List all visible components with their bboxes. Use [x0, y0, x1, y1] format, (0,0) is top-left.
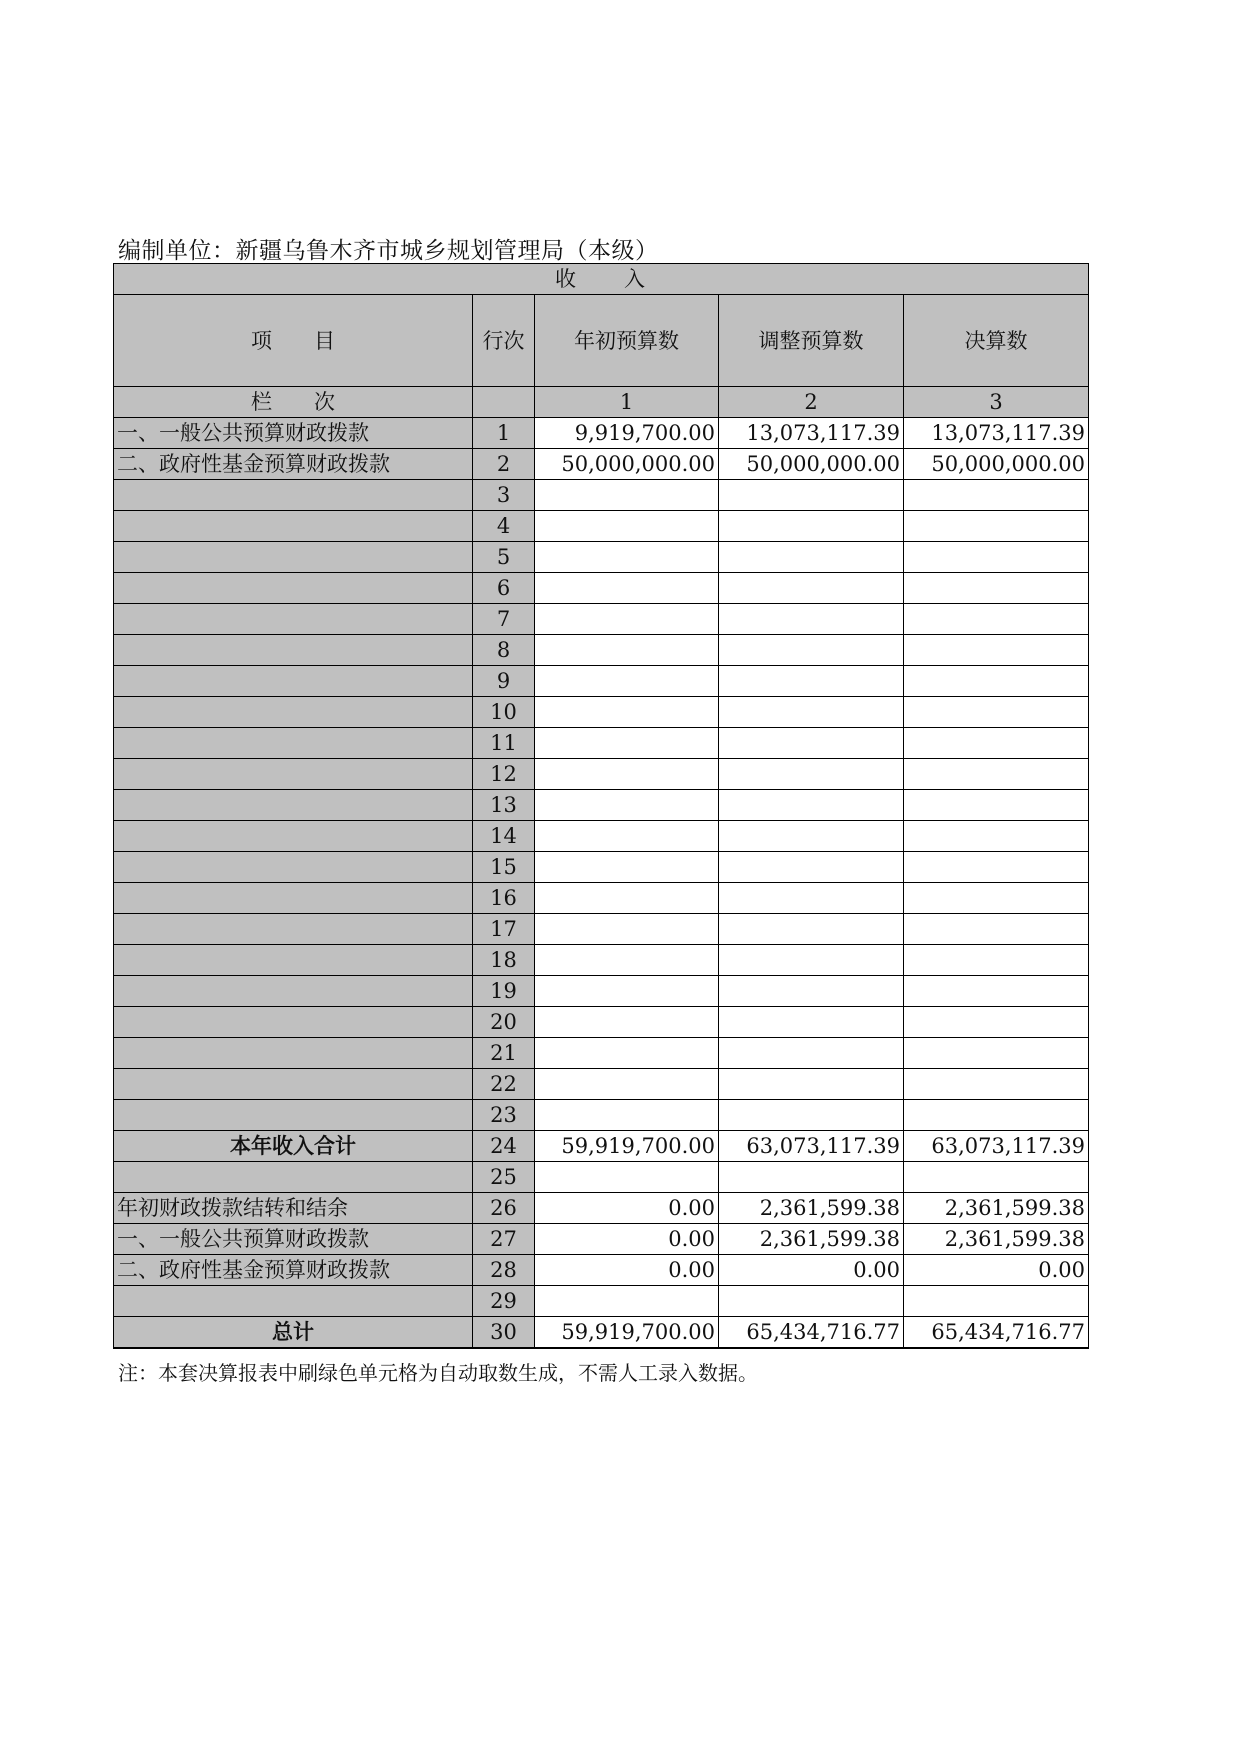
row-adjusted-budget — [719, 573, 904, 604]
column-index-1: 1 — [535, 387, 719, 418]
row-number: 27 — [473, 1224, 535, 1255]
row-initial-budget — [535, 511, 719, 542]
column-index-3: 3 — [904, 387, 1089, 418]
table-row — [114, 542, 1089, 573]
row-item — [114, 759, 473, 790]
row-initial-budget — [535, 666, 719, 697]
row-number: 21 — [473, 1038, 535, 1069]
row-final-accounts — [904, 852, 1089, 883]
row-adjusted-budget — [719, 790, 904, 821]
row-number: 7 — [473, 604, 535, 635]
row-item — [114, 511, 473, 542]
row-final-accounts — [904, 976, 1089, 1007]
row-adjusted-budget: 2,361,599.38 — [719, 1193, 904, 1224]
row-initial-budget: 0.00 — [535, 1255, 719, 1286]
row-item — [114, 1162, 473, 1193]
row-number: 14 — [473, 821, 535, 852]
row-initial-budget — [535, 914, 719, 945]
row-initial-budget: 0.00 — [535, 1193, 719, 1224]
table-row — [114, 573, 1089, 604]
row-adjusted-budget — [719, 1007, 904, 1038]
row-item — [114, 1038, 473, 1069]
row-adjusted-budget: 13,073,117.39 — [719, 418, 904, 449]
row-number: 5 — [473, 542, 535, 573]
row-number: 29 — [473, 1286, 535, 1317]
table-row — [114, 1224, 1089, 1255]
row-item: 一、一般公共预算财政拨款 — [114, 418, 473, 449]
table-row — [114, 976, 1089, 1007]
row-initial-budget — [535, 1007, 719, 1038]
table-row — [114, 666, 1089, 697]
row-initial-budget — [535, 790, 719, 821]
row-final-accounts — [904, 759, 1089, 790]
row-final-accounts — [904, 697, 1089, 728]
table-row — [114, 1193, 1089, 1224]
table-row — [114, 697, 1089, 728]
row-adjusted-budget: 0.00 — [719, 1255, 904, 1286]
row-item — [114, 697, 473, 728]
row-final-accounts — [904, 821, 1089, 852]
table-row — [114, 728, 1089, 759]
column-index-2: 2 — [719, 387, 904, 418]
row-number: 17 — [473, 914, 535, 945]
row-number: 1 — [473, 418, 535, 449]
row-final-accounts — [904, 480, 1089, 511]
row-item: 一、一般公共预算财政拨款 — [114, 1224, 473, 1255]
row-initial-budget — [535, 480, 719, 511]
row-final-accounts — [904, 1069, 1089, 1100]
row-number: 3 — [473, 480, 535, 511]
row-initial-budget: 0.00 — [535, 1224, 719, 1255]
row-final-accounts: 65,434,716.77 — [904, 1317, 1089, 1349]
row-initial-budget — [535, 635, 719, 666]
row-number: 11 — [473, 728, 535, 759]
header-row — [114, 295, 1089, 387]
row-adjusted-budget — [719, 1100, 904, 1131]
revenue-table — [113, 263, 1089, 1349]
row-item — [114, 728, 473, 759]
row-initial-budget — [535, 945, 719, 976]
row-adjusted-budget — [719, 976, 904, 1007]
row-final-accounts — [904, 790, 1089, 821]
row-final-accounts: 13,073,117.39 — [904, 418, 1089, 449]
table-row — [114, 759, 1089, 790]
table-row — [114, 821, 1089, 852]
row-number: 23 — [473, 1100, 535, 1131]
row-item: 年初财政拨款结转和结余 — [114, 1193, 473, 1224]
table-row — [114, 480, 1089, 511]
row-final-accounts: 50,000,000.00 — [904, 449, 1089, 480]
row-initial-budget — [535, 604, 719, 635]
row-adjusted-budget — [719, 697, 904, 728]
row-initial-budget: 59,919,700.00 — [535, 1131, 719, 1162]
row-item — [114, 1007, 473, 1038]
table-row — [114, 1286, 1089, 1317]
table-row — [114, 1317, 1089, 1349]
row-final-accounts — [904, 1100, 1089, 1131]
row-number: 8 — [473, 635, 535, 666]
row-adjusted-budget — [719, 1162, 904, 1193]
row-item — [114, 480, 473, 511]
row-adjusted-budget — [719, 666, 904, 697]
row-number: 22 — [473, 1069, 535, 1100]
row-final-accounts — [904, 883, 1089, 914]
table-row — [114, 883, 1089, 914]
table-row — [114, 418, 1089, 449]
row-final-accounts — [904, 666, 1089, 697]
section-title-row — [114, 264, 1089, 295]
row-item — [114, 542, 473, 573]
row-adjusted-budget — [719, 542, 904, 573]
row-initial-budget — [535, 573, 719, 604]
table-body — [114, 264, 1089, 1349]
row-number: 10 — [473, 697, 535, 728]
row-initial-budget — [535, 883, 719, 914]
row-number: 30 — [473, 1317, 535, 1349]
table-row — [114, 1007, 1089, 1038]
row-initial-budget — [535, 697, 719, 728]
table-row — [114, 1255, 1089, 1286]
row-number: 6 — [473, 573, 535, 604]
row-final-accounts — [904, 542, 1089, 573]
row-number: 13 — [473, 790, 535, 821]
row-initial-budget — [535, 1162, 719, 1193]
row-initial-budget — [535, 728, 719, 759]
table-row — [114, 790, 1089, 821]
row-adjusted-budget — [719, 821, 904, 852]
row-item — [114, 1286, 473, 1317]
row-initial-budget — [535, 1069, 719, 1100]
row-initial-budget — [535, 542, 719, 573]
header-item: 项 目 — [114, 295, 473, 387]
row-item — [114, 604, 473, 635]
row-item — [114, 1100, 473, 1131]
row-item: 二、政府性基金预算财政拨款 — [114, 449, 473, 480]
table-row — [114, 852, 1089, 883]
row-adjusted-budget — [719, 945, 904, 976]
header-row-no: 行次 — [473, 295, 535, 387]
table-row — [114, 1069, 1089, 1100]
row-initial-budget: 59,919,700.00 — [535, 1317, 719, 1349]
row-item — [114, 976, 473, 1007]
table-row — [114, 1038, 1089, 1069]
table-row — [114, 449, 1089, 480]
row-adjusted-budget — [719, 852, 904, 883]
row-final-accounts — [904, 914, 1089, 945]
row-item — [114, 573, 473, 604]
row-adjusted-budget — [719, 728, 904, 759]
row-final-accounts — [904, 635, 1089, 666]
footnote: 注：本套决算报表中刷绿色单元格为自动取数生成，不需人工录入数据。 — [118, 1361, 758, 1385]
row-adjusted-budget — [719, 480, 904, 511]
row-number: 4 — [473, 511, 535, 542]
row-initial-budget — [535, 976, 719, 1007]
reporting-unit-label: 编制单位：新疆乌鲁木齐市城乡规划管理局（本级） — [118, 238, 659, 264]
table-row — [114, 635, 1089, 666]
section-title: 收 入 — [114, 264, 1089, 295]
table-row — [114, 1131, 1089, 1162]
row-final-accounts — [904, 728, 1089, 759]
row-final-accounts: 2,361,599.38 — [904, 1193, 1089, 1224]
row-initial-budget — [535, 759, 719, 790]
row-final-accounts: 0.00 — [904, 1255, 1089, 1286]
row-final-accounts — [904, 573, 1089, 604]
row-initial-budget: 50,000,000.00 — [535, 449, 719, 480]
row-final-accounts: 2,361,599.38 — [904, 1224, 1089, 1255]
column-index-row — [114, 387, 1089, 418]
table-row — [114, 945, 1089, 976]
row-item — [114, 914, 473, 945]
row-adjusted-budget — [719, 635, 904, 666]
row-final-accounts — [904, 945, 1089, 976]
header-final-accounts: 决算数 — [904, 295, 1089, 387]
row-item — [114, 945, 473, 976]
row-item — [114, 883, 473, 914]
row-initial-budget — [535, 852, 719, 883]
table-row — [114, 604, 1089, 635]
row-final-accounts — [904, 1286, 1089, 1317]
row-number: 28 — [473, 1255, 535, 1286]
row-item: 本年收入合计 — [114, 1131, 473, 1162]
header-adjusted-budget: 调整预算数 — [719, 295, 904, 387]
row-adjusted-budget — [719, 604, 904, 635]
row-item — [114, 790, 473, 821]
row-number: 18 — [473, 945, 535, 976]
row-adjusted-budget — [719, 1286, 904, 1317]
row-adjusted-budget — [719, 1069, 904, 1100]
row-item — [114, 821, 473, 852]
row-number: 25 — [473, 1162, 535, 1193]
row-adjusted-budget — [719, 1038, 904, 1069]
row-number: 15 — [473, 852, 535, 883]
row-final-accounts — [904, 604, 1089, 635]
row-final-accounts — [904, 1038, 1089, 1069]
row-adjusted-budget: 50,000,000.00 — [719, 449, 904, 480]
row-adjusted-budget: 65,434,716.77 — [719, 1317, 904, 1349]
column-index-row-no — [473, 387, 535, 418]
row-initial-budget — [535, 1100, 719, 1131]
row-adjusted-budget: 63,073,117.39 — [719, 1131, 904, 1162]
row-final-accounts — [904, 1162, 1089, 1193]
row-adjusted-budget — [719, 511, 904, 542]
row-item — [114, 1069, 473, 1100]
table-row — [114, 1100, 1089, 1131]
row-number: 2 — [473, 449, 535, 480]
table-row — [114, 1162, 1089, 1193]
row-number: 12 — [473, 759, 535, 790]
row-adjusted-budget — [719, 759, 904, 790]
header-initial-budget: 年初预算数 — [535, 295, 719, 387]
row-initial-budget — [535, 1286, 719, 1317]
row-final-accounts — [904, 1007, 1089, 1038]
row-number: 26 — [473, 1193, 535, 1224]
column-index-label: 栏 次 — [114, 387, 473, 418]
row-number: 16 — [473, 883, 535, 914]
row-adjusted-budget — [719, 883, 904, 914]
table-row — [114, 914, 1089, 945]
row-adjusted-budget — [719, 914, 904, 945]
row-item — [114, 635, 473, 666]
table-row — [114, 511, 1089, 542]
row-item — [114, 852, 473, 883]
row-final-accounts: 63,073,117.39 — [904, 1131, 1089, 1162]
row-item — [114, 666, 473, 697]
row-number: 19 — [473, 976, 535, 1007]
row-item: 总计 — [114, 1317, 473, 1349]
row-number: 20 — [473, 1007, 535, 1038]
row-item: 二、政府性基金预算财政拨款 — [114, 1255, 473, 1286]
row-number: 24 — [473, 1131, 535, 1162]
row-initial-budget — [535, 1038, 719, 1069]
row-initial-budget — [535, 821, 719, 852]
row-number: 9 — [473, 666, 535, 697]
row-final-accounts — [904, 511, 1089, 542]
row-adjusted-budget: 2,361,599.38 — [719, 1224, 904, 1255]
row-initial-budget: 9,919,700.00 — [535, 418, 719, 449]
